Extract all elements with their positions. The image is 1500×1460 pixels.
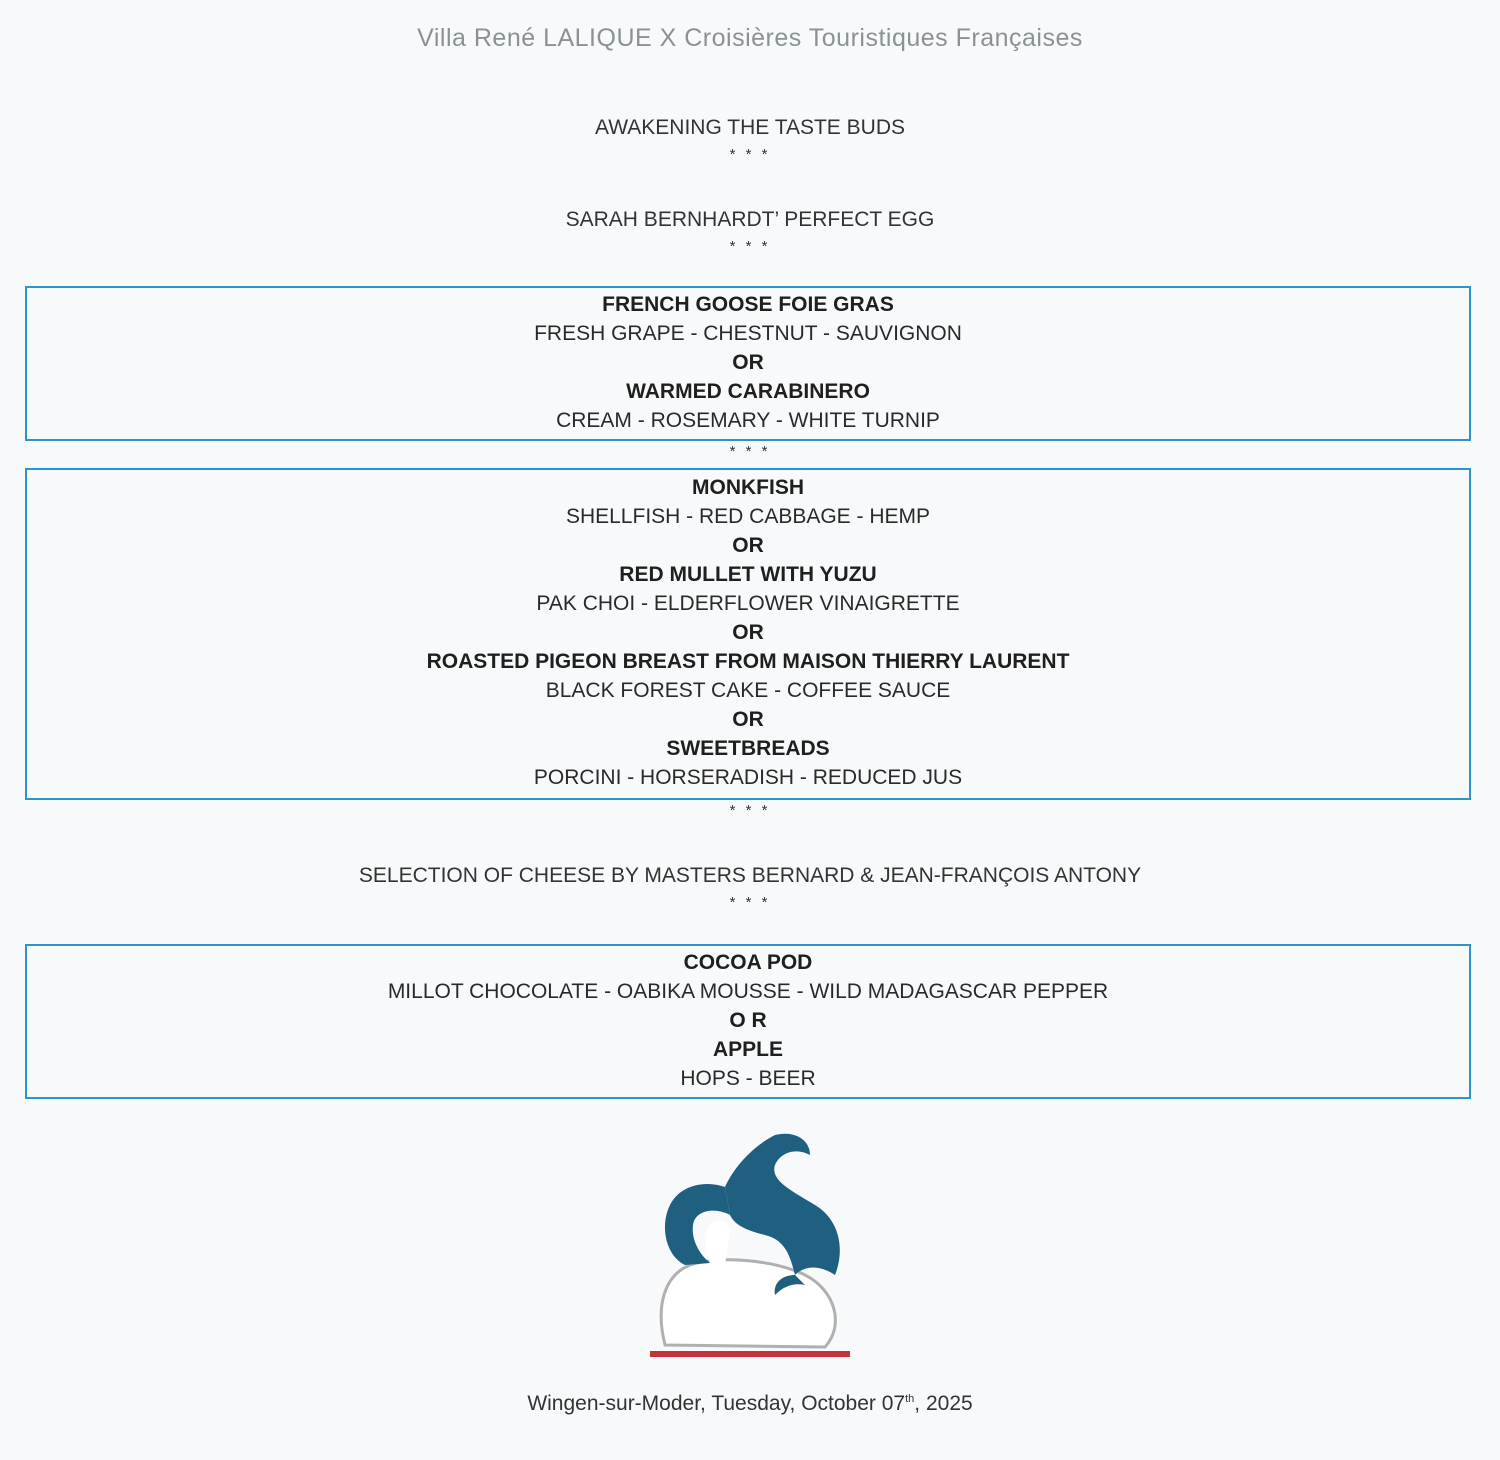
or-divider: OR xyxy=(732,708,764,731)
desserts-box xyxy=(25,944,1471,1099)
dish-description: HOPS - BEER xyxy=(680,1067,816,1090)
footer-year: , 2025 xyxy=(914,1392,973,1415)
or-divider: OR xyxy=(732,351,764,374)
dish-name: SWEETBREADS xyxy=(666,737,830,760)
dish-description: SHELLFISH - RED CABBAGE - HEMP xyxy=(565,505,931,528)
separator: * * * xyxy=(729,443,771,460)
dish-description: BLACK FOREST CAKE - COFFEE SAUCE xyxy=(545,679,951,702)
separator: * * * xyxy=(729,802,771,819)
course-cheese: SELECTION OF CHEESE BY MASTERS BERNARD & JEAN-FRANÇOIS ANTONY xyxy=(358,864,1142,887)
starters-box xyxy=(25,286,1471,441)
separator: * * * xyxy=(729,894,771,911)
separator: * * * xyxy=(729,238,771,255)
dish-name: RED MULLET WITH YUZU xyxy=(619,563,877,586)
dish-name: FRENCH GOOSE FOIE GRAS xyxy=(602,293,894,316)
separator: * * * xyxy=(729,146,771,163)
footer-text: Wingen-sur-Moder, Tuesday, October 07 xyxy=(527,1392,906,1415)
mains-box xyxy=(25,468,1471,800)
footer-place-date xyxy=(0,1392,1500,1416)
menu-header: Villa René LALIQUE X Croisières Touristiques Françaises xyxy=(417,24,1083,52)
dish-name: WARMED CARABINERO xyxy=(626,380,870,403)
dish-name: MONKFISH xyxy=(692,476,804,499)
course-amuse: AWAKENING THE TASTE BUDS xyxy=(595,116,905,139)
dish-description: CREAM - ROSEMARY - WHITE TURNIP xyxy=(556,409,940,432)
dish-name: ROASTED PIGEON BREAST FROM MAISON THIERRY LAURENT xyxy=(426,650,1070,673)
or-divider: OR xyxy=(732,534,764,557)
dish-name: APPLE xyxy=(712,1038,783,1061)
or-divider: O R xyxy=(729,1009,767,1032)
dish-description: PORCINI - HORSERADISH - REDUCED JUS xyxy=(533,766,963,789)
or-divider: OR xyxy=(732,621,764,644)
dish-description: FRESH GRAPE - CHESTNUT - SAUVIGNON xyxy=(534,322,962,345)
swan-logo-icon xyxy=(645,1125,855,1365)
footer-ordinal: th xyxy=(905,1393,915,1405)
dish-description: PAK CHOI - ELDERFLOWER VINAIGRETTE xyxy=(536,592,960,615)
course-egg: SARAH BERNHARDT’ PERFECT EGG xyxy=(565,208,935,231)
dish-description: MILLOT CHOCOLATE - OABIKA MOUSSE - WILD MADAGASCAR PEPPER xyxy=(387,980,1109,1003)
dish-name: COCOA POD xyxy=(683,951,813,974)
